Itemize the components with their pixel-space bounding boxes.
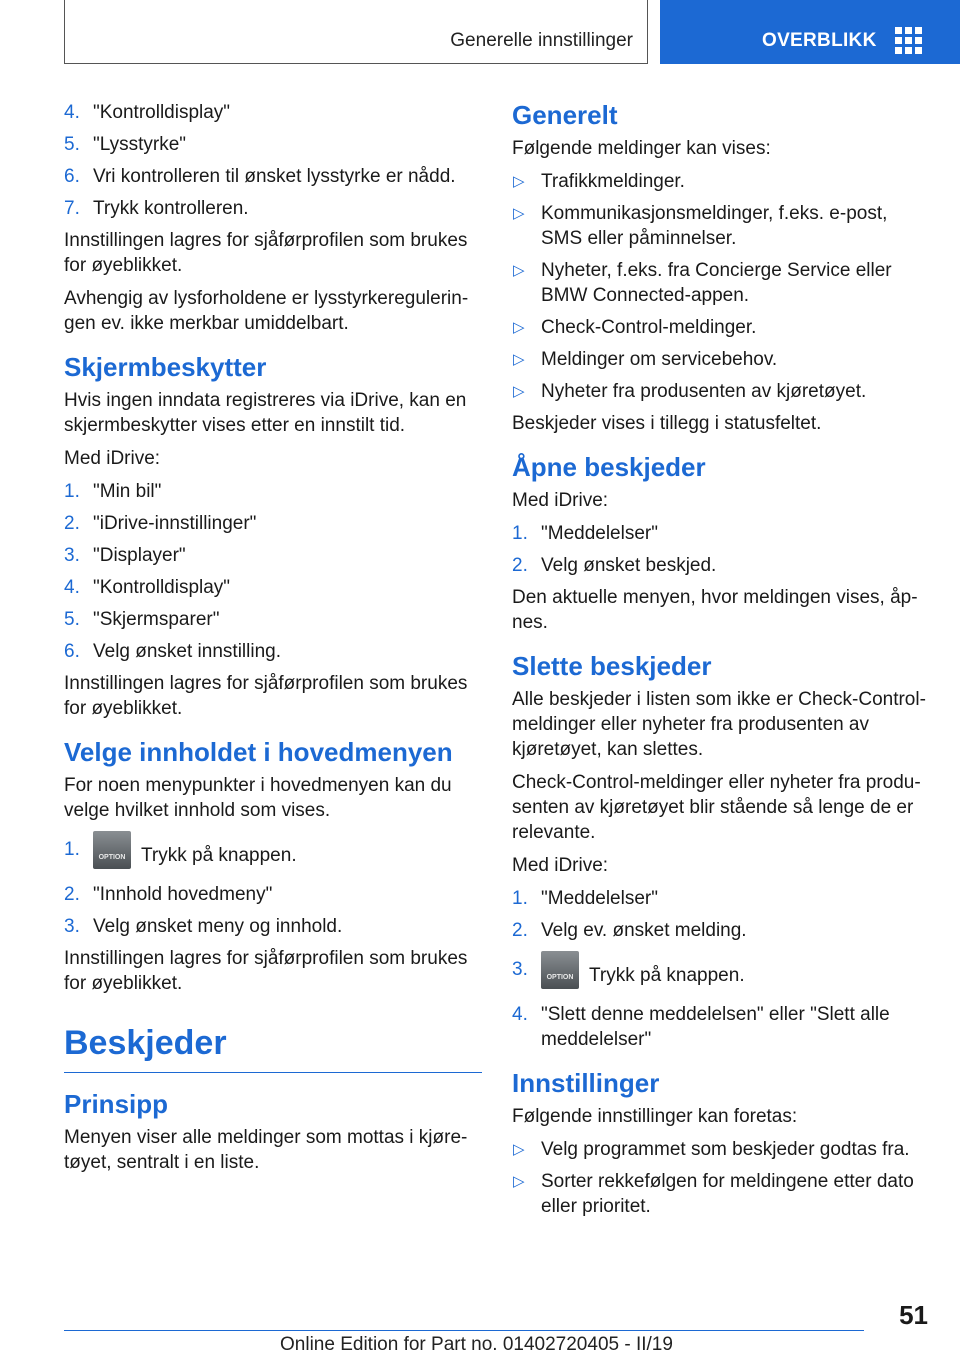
bullet-text: Meldinger om servicebehov. (541, 349, 778, 370)
paragraph: Innstillingen lagres for sjåførprofilen som brukes for øyeblikket. (64, 673, 468, 719)
step-text: Velg ønsket meny og innhold. (93, 916, 343, 937)
heading-general: Generelt (512, 100, 618, 130)
option-button-label: OPTION (98, 854, 126, 861)
step-text: "Displayer" (93, 545, 186, 566)
step-item (64, 132, 482, 157)
step-text: "iDrive-innstillinger" (93, 513, 257, 534)
bullet-text: Velg programmet som beskjeder godtas fra. (541, 1139, 910, 1160)
bullet-item (512, 169, 930, 194)
bullet-item (512, 1137, 930, 1162)
step-number: 1. (512, 888, 528, 909)
step-number: 6. (64, 166, 80, 187)
step-text: Trykk på knappen. (141, 845, 297, 867)
step-number: 4. (512, 1004, 528, 1025)
overview-button[interactable] (660, 0, 960, 64)
step-text: Trykk på knappen. (589, 965, 745, 987)
option-button-icon (541, 951, 579, 989)
paragraph: Den aktuelle menyen, hvor meldingen vises, åpnes. (512, 587, 918, 633)
step-text: "Innhold hovedmeny" (93, 884, 273, 905)
step-item (64, 837, 482, 875)
paragraph: Menyen viser alle meldinger som mottas i kjøretøyet, sentralt i en liste. (64, 1127, 468, 1173)
step-text: "Kontrolldisplay" (93, 577, 231, 598)
section-title: Generelle innstillinger (450, 30, 633, 51)
bullet-triangle-icon: ▷ (513, 173, 525, 190)
heading-open-messages: Åpne beskjeder (512, 452, 706, 482)
step-text: Velg ønsket innstilling. (93, 641, 281, 662)
step-text: "Min bil" (93, 481, 162, 502)
step-number: 3. (512, 959, 528, 980)
step-number: 1. (64, 481, 80, 502)
bullet-item (512, 1169, 930, 1219)
bullet-triangle-icon: ▷ (513, 319, 525, 336)
step-text: "Meddelelser" (541, 523, 658, 544)
paragraph: Innstillingen lagres for sjåførprofilen som brukes for øyeblikket. (64, 948, 468, 994)
step-number: 5. (64, 609, 80, 630)
step-number: 2. (64, 513, 80, 534)
step-number: 5. (64, 134, 80, 155)
bullet-list (512, 169, 930, 404)
step-item (64, 882, 482, 907)
step-list (512, 886, 930, 1052)
heading-settings: Innstillinger (512, 1068, 660, 1098)
paragraph: Hvis ingen inndata registreres via iDrive, kan en skjermbeskytter vises etter en innstilt tid. (64, 390, 467, 436)
bullet-list (512, 1137, 930, 1219)
section-title-box (64, 0, 648, 64)
step-item (64, 914, 482, 939)
bullet-text: Kommunikasjonsmeldinger, f.eks. e-post, SMS eller påminnelser. (541, 203, 888, 249)
paragraph: Innstillingen lagres for sjåførprofilen som brukes for øyeblikket. (64, 230, 468, 276)
paragraph: Avhengig av lysforholdene er lysstyrkereguleringen ev. ikke merkbar umiddelbart. (64, 288, 469, 334)
step-item (64, 196, 482, 221)
paragraph: Med iDrive: (512, 490, 609, 511)
paragraph: Beskjeder vises i tillegg i statusfeltet. (512, 413, 822, 434)
bullet-triangle-icon: ▷ (513, 205, 525, 222)
option-button-icon (93, 831, 131, 869)
step-list (64, 100, 482, 221)
step-item (512, 521, 930, 546)
step-text: Velg ønsket beskjed. (541, 555, 717, 576)
step-item (512, 553, 930, 578)
left-column (64, 100, 482, 1183)
step-item (512, 918, 930, 943)
step-text: Trykk kontrolleren. (93, 198, 249, 219)
bullet-text: Nyheter fra produsenten av kjøretøyet. (541, 381, 867, 402)
step-number: 3. (64, 916, 80, 937)
bullet-triangle-icon: ▷ (513, 383, 525, 400)
bullet-item (512, 379, 930, 404)
footer-edition: Online Edition for Part no. 01402720405 - II/19 (280, 1334, 673, 1355)
bullet-triangle-icon: ▷ (513, 262, 525, 279)
step-text: "Meddelelser" (541, 888, 658, 909)
step-item (64, 607, 482, 632)
bullet-triangle-icon: ▷ (513, 1173, 525, 1190)
step-item (64, 164, 482, 189)
page-header (64, 0, 960, 66)
option-button-label: OPTION (546, 974, 574, 981)
step-number: 4. (64, 577, 80, 598)
heading-principle: Prinsipp (64, 1089, 169, 1119)
step-item (64, 511, 482, 536)
overview-label: OVERBLIKK (762, 30, 877, 51)
step-item (512, 957, 930, 995)
right-column (512, 100, 930, 1226)
step-item (512, 886, 930, 911)
step-text: "Slett denne meddelelsen" eller "Slett alle meddelelser" (541, 1004, 890, 1050)
step-text: "Lysstyrke" (93, 134, 187, 155)
step-text: Velg ev. ønsket melding. (541, 920, 747, 941)
page-number: 51 (899, 1300, 928, 1330)
paragraph: Følgende innstillinger kan foretas: (512, 1106, 798, 1127)
footer-divider (64, 1330, 864, 1331)
step-number: 7. (64, 198, 80, 219)
step-list (64, 837, 482, 939)
bullet-text: Sorter rekkefølgen for meldingene etter dato eller prioritet. (541, 1171, 914, 1217)
step-number: 2. (512, 555, 528, 576)
grid-icon (895, 27, 923, 55)
step-item (64, 639, 482, 664)
step-item (512, 1002, 930, 1052)
bullet-triangle-icon: ▷ (513, 351, 525, 368)
bullet-text: Check-Control-meldinger. (541, 317, 757, 338)
step-number: 2. (64, 884, 80, 905)
bullet-text: Nyheter, f.eks. fra Concierge Service eller BMW Connected-appen. (541, 260, 892, 306)
step-number: 2. (512, 920, 528, 941)
heading-screensaver: Skjermbeskytter (64, 352, 267, 382)
step-number: 6. (64, 641, 80, 662)
step-item (64, 100, 482, 125)
step-number: 1. (512, 523, 528, 544)
step-item (64, 479, 482, 504)
paragraph: Følgende meldinger kan vises: (512, 138, 771, 159)
step-number: 3. (64, 545, 80, 566)
section-heading-messages: Beskjeder (64, 1022, 482, 1073)
bullet-item (512, 347, 930, 372)
step-text: "Skjermsparer" (93, 609, 220, 630)
bullet-triangle-icon: ▷ (513, 1141, 525, 1158)
bullet-item (512, 315, 930, 340)
step-item (64, 543, 482, 568)
paragraph: Med iDrive: (64, 448, 161, 469)
paragraph: For noen menypunkter i hovedmenyen kan du velge hvilket innhold som vises. (64, 775, 452, 821)
step-list (64, 479, 482, 664)
paragraph: Med iDrive: (512, 855, 609, 876)
paragraph: Check-Control-meldinger eller nyheter fra produsenten av kjøretøyet blir stående så lenge de er relevante. (512, 772, 921, 843)
step-item (64, 575, 482, 600)
bullet-item (512, 258, 930, 308)
step-number: 1. (64, 839, 80, 860)
bullet-text: Trafikkmeldinger. (541, 171, 685, 192)
step-list (512, 521, 930, 578)
bullet-item (512, 201, 930, 251)
step-number: 4. (64, 102, 80, 123)
paragraph: Alle beskjeder i listen som ikke er Check-Control-meldinger eller nyheter fra produsenten av kjøretøyet, kan slettes. (512, 689, 926, 760)
heading-main-menu: Velge innholdet i hovedmenyen (64, 737, 453, 767)
step-text: Vri kontrolleren til ønsket lysstyrke er nådd. (93, 166, 456, 187)
heading-delete-messages: Slette beskjeder (512, 651, 712, 681)
step-text: "Kontrolldisplay" (93, 102, 231, 123)
